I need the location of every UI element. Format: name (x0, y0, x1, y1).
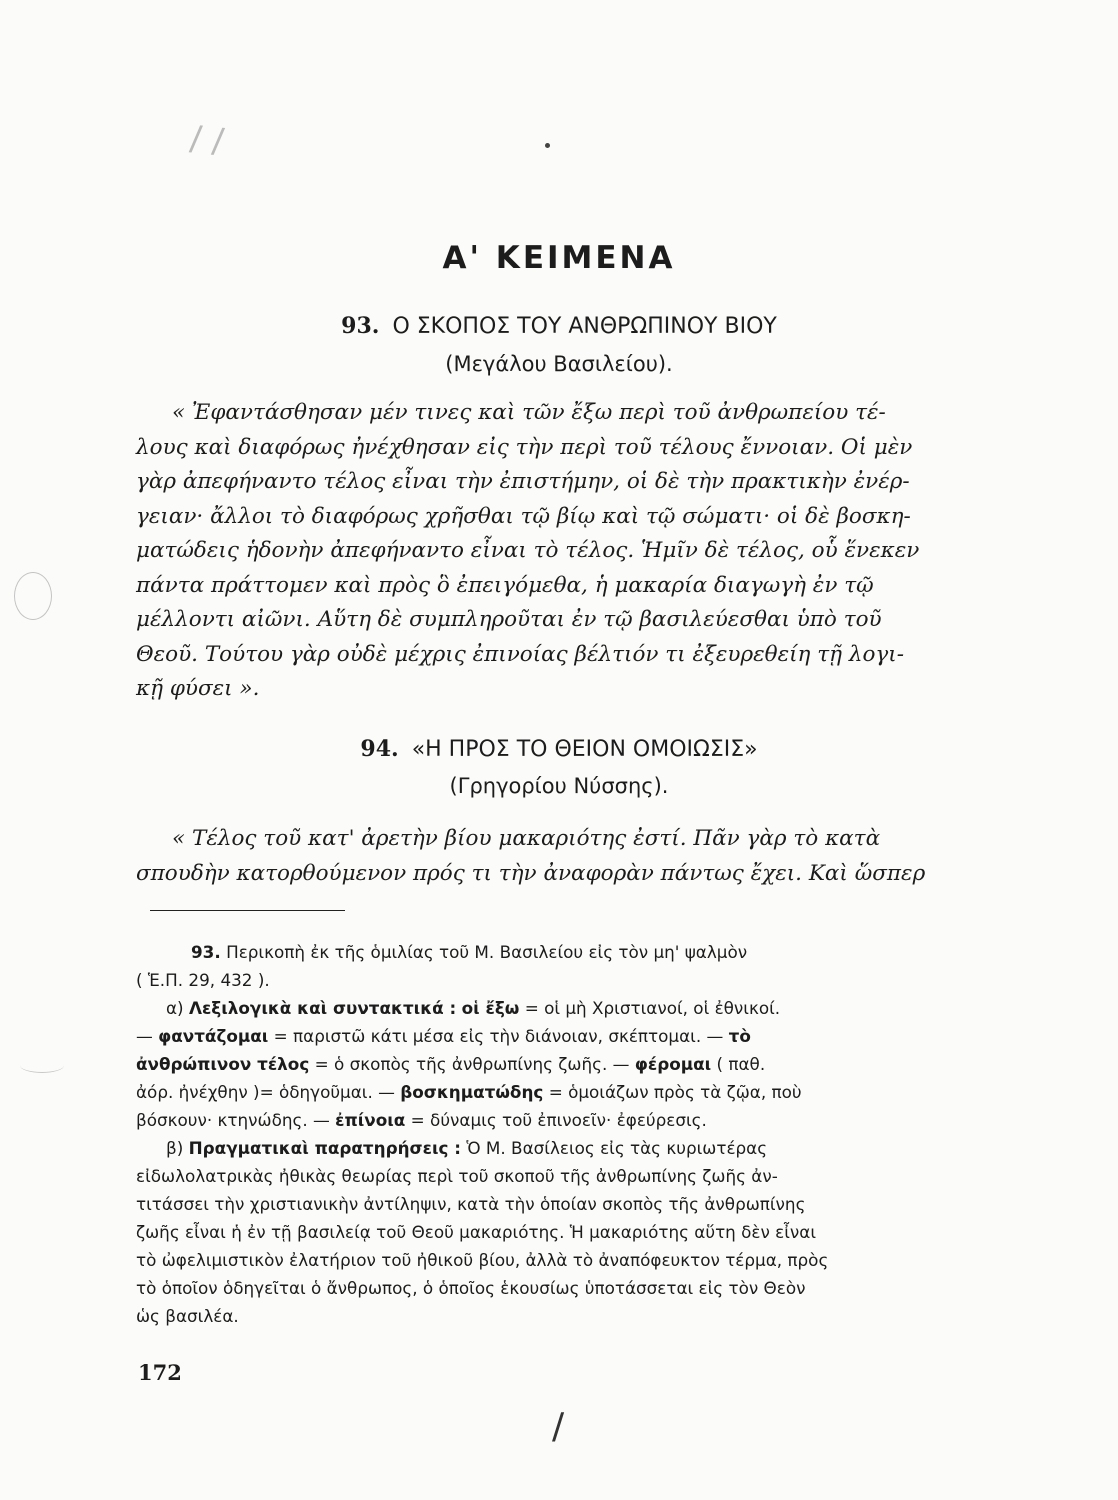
lexical-line: — φαντάζομαι = παριστῶ κάτι μέσα εἰς τὴν διάνοιαν, σκέπτομαι. — τὸ (136, 1026, 751, 1046)
article-93-title: Ο ΣΚΟΠΟΣ ΤΟΥ ΑΝΘΡΩΠΙΝΟΥ ΒΙΟΥ (392, 314, 777, 339)
factual-label: β) (166, 1138, 184, 1158)
page-number: 172 (138, 1360, 182, 1385)
factual-heading: Πραγματικαὶ παρατηρήσεις : (188, 1138, 461, 1158)
definition: ( παθ. (716, 1054, 766, 1074)
factual-line: ζωῆς εἶναι ἡ ἐν τῇ βασιλείᾳ τοῦ Θεοῦ μακαριότης. Ἡ μακαριότης αὕτη δὲν εἶναι (136, 1222, 817, 1242)
lexical-line (136, 1106, 981, 1134)
definition: = δύναμις τοῦ ἐπινοεῖν· ἐφεύρεσις. (410, 1110, 707, 1130)
term: τὸ (728, 1026, 751, 1046)
term: ἐπίνοια (335, 1110, 406, 1130)
pencil-mark: / / (188, 118, 226, 162)
article-93-heading (0, 313, 1118, 339)
article-94-author: (Γρηγορίου Νύσσης). (449, 774, 669, 798)
footnote-intro (136, 938, 981, 966)
factual-line: εἰδωλολατρικὰς ἠθικὰς θεωρίας περὶ τοῦ σκοποῦ τῆς ἀνθρωπίνης ζωῆς ἀν- (136, 1166, 778, 1186)
quote-line: « Τέλος τοῦ κατ' ἀρετὴν βίου μακαριότης ἐστί. Πᾶν γὰρ τὸ κατὰ (172, 826, 881, 851)
quote-line: γὰρ ἀπεφήναντο τέλος εἶναι τὴν ἐπιστήμην, οἱ δὲ τὴν πρακτικὴν ἐνέρ- (136, 469, 910, 494)
quote-line: μέλλοντι αἰῶνι. Αὕτη δὲ συμπληροῦται ἐν τῷ βασιλεύεσθαι ὑπὸ τοῦ (136, 607, 882, 632)
definition: = οἱ μὴ Χριστιανοί, οἱ ἐθνικοί. (524, 998, 781, 1018)
factual-text: Ὁ Μ. Βασίλειος εἰς τὰς κυριωτέρας (466, 1138, 768, 1158)
footnote-divider (150, 910, 345, 911)
article-94-quote (136, 822, 986, 891)
term: ἀνθρώπινον τέλος (136, 1054, 310, 1074)
footnotes (136, 938, 981, 1330)
lexical-line (136, 1050, 981, 1078)
quote-line: « Ἐφαντάσθησαν μέν τινες καὶ τῶν ἔξω περὶ τοῦ ἀνθρωπείου τέ- (172, 400, 886, 425)
margin-pencil-mark (20, 1058, 64, 1073)
quote-line: γειαν· ἄλλοι τὸ διαφόρως χρῆσθαι τῷ βίῳ καὶ τῷ σώματι· οἱ δὲ βοσκη- (136, 503, 911, 529)
definition: = παριστῶ κάτι μέσα εἰς τὴν διάνοιαν, σκέπτομαι. — (273, 1026, 724, 1046)
footnote-source: ( Ἑ.Π. 29, 432 ). (136, 970, 270, 990)
term: οἱ ἔξω (461, 998, 520, 1018)
article-94-title: «Η ΠΡΟΣ ΤΟ ΘΕΙΟΝ ΟΜΟΙΩΣΙΣ» (411, 737, 758, 762)
term: φαντάζομαι (158, 1026, 269, 1046)
article-93-quote (136, 396, 986, 707)
definition: = ὁμοιάζων πρὸς τὰ ζῷα, ποὺ (548, 1082, 802, 1102)
quote-line: πάντα πράττομεν καὶ πρὸς ὃ ἐπειγόμεθα, ἡ μακαρία διαγωγὴ ἐν τῷ (136, 572, 874, 598)
footnote-number: 93. (191, 942, 221, 962)
article-94-number: 94. (360, 736, 399, 762)
quote-line: Θεοῦ. Τούτου γὰρ οὐδὲ μέχρις ἐπινοίας βέλτιόν τι ἐξευρεθείη τῇ λογι- (136, 641, 904, 667)
quote-line: κῇ φύσει ». (136, 676, 260, 701)
section-title: Α' ΚΕΙΜΕΝΑ (442, 240, 676, 276)
definition: ἀόρ. ἠνέχθην )= ὁδηγοῦμαι. — (136, 1082, 395, 1102)
footnote-intro-text: Περικοπὴ ἐκ τῆς ὁμιλίας τοῦ Μ. Βασιλείου εἰς τὸν μη' ψαλμὸν (226, 942, 748, 962)
margin-pencil-circle (14, 572, 52, 620)
lexical-line (136, 1078, 981, 1106)
term: φέρομαι (634, 1054, 712, 1074)
article-93-number: 93. (341, 313, 380, 339)
lexical-heading: Λεξιλογικὰ καὶ συντακτικά : (188, 998, 457, 1018)
definition: βόσκουν· κτηνώδης. — (136, 1110, 330, 1130)
ink-dot (545, 143, 550, 148)
factual-line: τιτάσσει τὴν χριστιανικὴν ἀντίληψιν, κατὰ τὴν ὁποίαν σκοπὸς τῆς ἀνθρωπίνης (136, 1194, 806, 1214)
factual-line: ὡς βασιλέα. (136, 1306, 239, 1326)
lexical-label: α) (166, 998, 184, 1018)
quote-line: σπουδὴν κατορθούμενον πρός τι τὴν ἀναφορὰν πάντως ἔχει. Καὶ ὥσπερ (136, 860, 926, 886)
lexical-notes (136, 994, 981, 1022)
definition: = ὁ σκοπὸς τῆς ἀνθρωπίνης ζωῆς. — (314, 1054, 630, 1074)
factual-line: τὸ ὠφελιμιστικὸν ἐλατήριον τοῦ ἠθικοῦ βίου, ἀλλὰ τὸ ἀναπόφευκτον τέρμα, πρὸς (136, 1250, 829, 1270)
article-93-author: (Μεγάλου Βασιλείου). (445, 352, 673, 376)
pencil-slash: / (552, 1406, 565, 1447)
term: βοσκηματώδης (400, 1082, 544, 1102)
article-94-heading (0, 736, 1118, 762)
quote-line: λους καὶ διαφόρως ἠνέχθησαν εἰς τὴν περὶ τοῦ τέλους ἔννοιαν. Οἱ μὲν (136, 434, 913, 460)
quote-line: ματώδεις ἡδονὴν ἀπεφήναντο εἶναι τὸ τέλος. Ἡμῖν δὲ τέλος, οὗ ἕνεκεν (136, 538, 920, 563)
factual-line: τὸ ὁποῖον ὁδηγεῖται ὁ ἄνθρωπος, ὁ ὁποῖος ἑκουσίως ὑποτάσσεται εἰς τὸν Θεὸν (136, 1278, 806, 1298)
factual-notes (136, 1134, 981, 1162)
